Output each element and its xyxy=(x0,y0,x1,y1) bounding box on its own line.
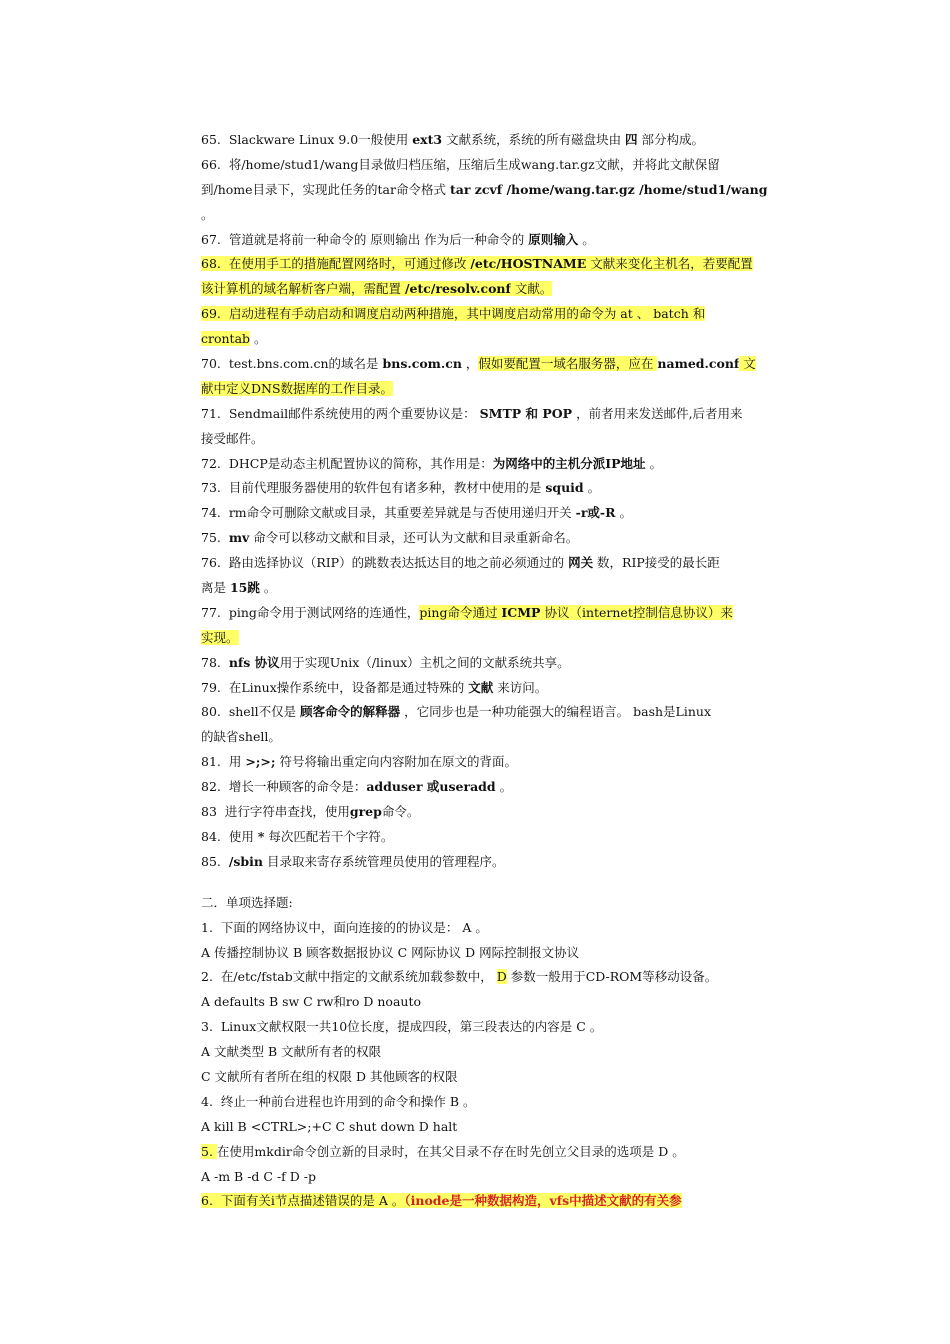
text-line xyxy=(201,551,801,576)
text-run: 顾客命令的解释器 xyxy=(300,704,401,720)
text-run: 二．单项选择题: xyxy=(201,894,293,910)
text-run: 75. xyxy=(201,530,229,546)
text-line xyxy=(201,128,801,153)
text-run: /sbin xyxy=(228,853,264,869)
text-run: SMTP 和 POP xyxy=(479,405,573,421)
document-body xyxy=(201,128,801,1214)
text-run: 网关 xyxy=(568,555,594,571)
text-run: 符号将输出重定向内容附加在原文的背面。 xyxy=(275,754,517,770)
text-line xyxy=(201,676,801,701)
text-run: * xyxy=(257,828,265,844)
text-run: 原则输入 xyxy=(528,231,579,247)
text-line xyxy=(201,1090,801,1115)
text-run: 85. xyxy=(201,853,229,869)
text-line xyxy=(201,1140,801,1165)
text-line xyxy=(201,501,801,526)
text-run: 81. 用 xyxy=(201,754,246,770)
text-line xyxy=(201,850,801,875)
text-run: 到/home目录下，实现此任务的tar命令格式 xyxy=(201,181,450,197)
text-run: 目录取来寄存系统管理员使用的管理程序。 xyxy=(263,853,505,869)
text-line xyxy=(201,700,801,725)
highlighted-text: （inode是一种数据构造，vfs中描述文献的有关参 xyxy=(404,1193,682,1209)
text-run: 80. shell不仅是 xyxy=(201,704,301,720)
text-run: 每次匹配若干个字符。 xyxy=(264,828,394,844)
text-line xyxy=(201,402,801,427)
text-run: 。 xyxy=(578,231,595,247)
text-line xyxy=(201,626,801,651)
text-run: 数，RIP接受的最长距 xyxy=(593,555,720,571)
text-run: 77. ping命令用于测试网络的连通性， xyxy=(201,604,420,620)
text-run: grep xyxy=(349,804,382,820)
text-line xyxy=(201,277,801,302)
text-run: adduser 或useradd xyxy=(366,779,496,795)
highlighted-text: 文献来变化主机名，若要配置 xyxy=(586,256,753,272)
text-run: 为网络中的主机分派IP地址 xyxy=(492,455,646,471)
highlighted-text: 69. 启动进程有手动启动和调度启动两种措施，其中调度启动常用的命令为 at 、 batch 和 xyxy=(201,306,706,322)
text-run: 83 进行字符串查找，使用 xyxy=(201,804,350,820)
text-run: 参数一般用于CD-ROM等移动设备。 xyxy=(506,969,718,985)
text-run: 4. 终止一种前台进程也许用到的命令和操作 B 。 xyxy=(201,1093,476,1109)
highlighted-text: 协议（internet控制信息协议）来 xyxy=(540,604,733,620)
highlighted-text: 献中定义DNS数据库的工作目录。 xyxy=(201,380,394,396)
highlighted-text: 文献。 xyxy=(510,281,553,297)
text-run: ， xyxy=(461,356,479,372)
text-run: A 文献类型 B 文献所有者的权限 xyxy=(201,1044,382,1060)
text-line xyxy=(201,228,801,253)
highlighted-text: D xyxy=(496,969,507,985)
text-line xyxy=(201,965,801,990)
text-run: 。 xyxy=(250,331,267,347)
text-run: A -m B -d C -f D -p xyxy=(201,1168,316,1184)
text-run: 67. 管道就是将前一种命令的 原则输出 作为后一种命令的 xyxy=(201,231,529,247)
text-line xyxy=(201,1189,801,1214)
text-line xyxy=(201,891,801,916)
text-line xyxy=(201,352,801,377)
text-run: A 传播控制协议 B 顾客数据报协议 C 网际协议 D 网际控制报文协议 xyxy=(201,944,580,960)
text-run: ，前者用来发送邮件,后者用来 xyxy=(572,405,743,421)
text-line xyxy=(201,916,801,941)
text-line xyxy=(201,800,801,825)
text-run: 76. 路由选择协议（RIP）的跳数表达抵达目的地之前必须通过的 xyxy=(201,555,569,571)
text-line xyxy=(201,990,801,1015)
highlighted-text: /etc/resolv.conf xyxy=(404,281,511,297)
text-run: 离是 xyxy=(201,580,230,596)
text-line xyxy=(201,377,801,402)
text-run: nfs 协议 xyxy=(228,654,280,670)
highlighted-text: 实现。 xyxy=(201,629,239,645)
highlighted-text: ICMP xyxy=(501,604,541,620)
text-run: 15跳 xyxy=(229,580,260,596)
text-line xyxy=(201,825,801,850)
text-line xyxy=(201,302,801,327)
text-run: 命令。 xyxy=(381,804,420,820)
text-line xyxy=(201,750,801,775)
highlighted-text: 假如要配置一域名服务器，应在 xyxy=(478,356,658,372)
text-run: 2. 在/etc/fstab文献中指定的文献系统加载参数中， xyxy=(201,969,497,985)
text-run: 。 xyxy=(201,206,214,222)
highlighted-text: 68. 在使用手工的措施配置网络时，可通过修改 xyxy=(201,256,471,272)
text-line xyxy=(201,941,801,966)
text-line xyxy=(201,725,801,750)
text-run: 66. 将/home/stud1/wang目录做归档压缩，压缩后生成wang.tar.gz文献，并将此文献保留 xyxy=(201,156,720,172)
text-run: 71. Sendmail邮件系统使用的两个重要协议是： xyxy=(201,405,480,421)
text-run: 82. 增长一种顾客的命令是： xyxy=(201,779,367,795)
text-line xyxy=(201,1115,801,1140)
text-run: 文献 xyxy=(468,679,494,695)
text-line xyxy=(201,476,801,501)
highlighted-text: crontab xyxy=(201,331,251,347)
text-run: 74. rm命令可删除文献或目录，其重要差异就是与否使用递归开关 xyxy=(201,505,576,521)
text-line xyxy=(201,178,801,203)
text-run: >;>; xyxy=(245,754,276,770)
text-run: A kill B <CTRL>;+C C shut down D halt xyxy=(201,1118,458,1134)
text-run: bns.com.cn xyxy=(382,356,462,372)
text-run: ext3 xyxy=(412,132,443,147)
text-run: named.conf xyxy=(657,356,740,372)
text-run: 的缺省shell。 xyxy=(201,729,281,745)
text-run: 1. 下面的网络协议中，面向连接的的协议是： A 。 xyxy=(201,919,488,935)
text-run: 79. 在Linux操作系统中，设备都是通过特殊的 xyxy=(201,679,469,695)
text-run: tar zcvf /home/wang.tar.gz /home/stud1/wang xyxy=(449,181,768,197)
text-line xyxy=(201,203,801,228)
text-line xyxy=(201,576,801,601)
text-run: C 文献所有者所在组的权限 D 其他顾客的权限 xyxy=(201,1068,458,1084)
text-run: 3. Linux文献权限一共10位长度，提成四段，第三段表达的内容是 C 。 xyxy=(201,1019,603,1035)
text-line xyxy=(201,651,801,676)
text-run: 四 xyxy=(625,132,638,147)
text-run: 命令可以移动文献和目录，还可认为文献和目录重新命名。 xyxy=(249,530,579,546)
text-run: 。 xyxy=(583,480,601,496)
text-line xyxy=(201,327,801,352)
text-run: mv xyxy=(228,530,250,546)
text-run: 。 xyxy=(615,505,632,521)
text-line xyxy=(201,452,801,477)
text-line xyxy=(201,252,801,277)
text-line xyxy=(201,1040,801,1065)
highlighted-text: ping命令通过 xyxy=(419,604,502,620)
text-run: -r或-R xyxy=(575,505,616,521)
text-line xyxy=(201,775,801,800)
highlighted-text: 5. xyxy=(201,1143,217,1159)
text-line xyxy=(201,427,801,452)
text-run: A defaults B sw C rw和ro D noauto xyxy=(201,994,421,1010)
text-line xyxy=(201,1165,801,1190)
highlighted-text: 6. 下面有关i节点描述错误的是 A 。 xyxy=(201,1193,405,1209)
text-line xyxy=(201,601,801,626)
highlighted-text: /etc/HOSTNAME xyxy=(470,256,587,272)
text-run: 70. test.bns.com.cn的域名是 xyxy=(201,356,383,372)
text-run: 来访问。 xyxy=(493,679,548,695)
text-run: 部分构成。 xyxy=(637,132,705,147)
text-line xyxy=(201,1065,801,1090)
text-line xyxy=(201,153,801,178)
text-run: ，它同步也是一种功能强大的编程语言。 bash是Linux xyxy=(400,704,712,720)
highlighted-text: 该计算机的域名解析客户端，需配置 xyxy=(201,281,405,297)
text-line xyxy=(201,526,801,551)
text-run: 。 xyxy=(495,779,513,795)
highlighted-text: 文 xyxy=(739,356,756,372)
text-run: 73. 目前代理服务器使用的软件包有诸多种，教材中使用的是 xyxy=(201,480,546,496)
paragraph-gap xyxy=(201,875,801,891)
text-line xyxy=(201,1015,801,1040)
text-run: 。 xyxy=(259,580,277,596)
text-run: squid xyxy=(545,480,584,496)
text-run: 。 xyxy=(645,455,662,471)
text-run: 72. DHCP是动态主机配置协议的简称，其作用是： xyxy=(201,455,493,471)
text-run: 接受邮件。 xyxy=(201,430,264,446)
text-run: 78. xyxy=(201,654,229,670)
text-run: 在使用mkdir命令创立新的目录时，在其父目录不存在时先创立父目录的选项是 D 。 xyxy=(216,1143,685,1159)
text-run: 65. Slackware Linux 9.0一般使用 xyxy=(201,132,413,147)
text-run: 84. 使用 xyxy=(201,828,258,844)
text-run: 文献系统，系统的所有磁盘块由 xyxy=(442,132,626,147)
text-run: 用于实现Unix（/linux）主机之间的文献系统共享。 xyxy=(279,654,570,670)
